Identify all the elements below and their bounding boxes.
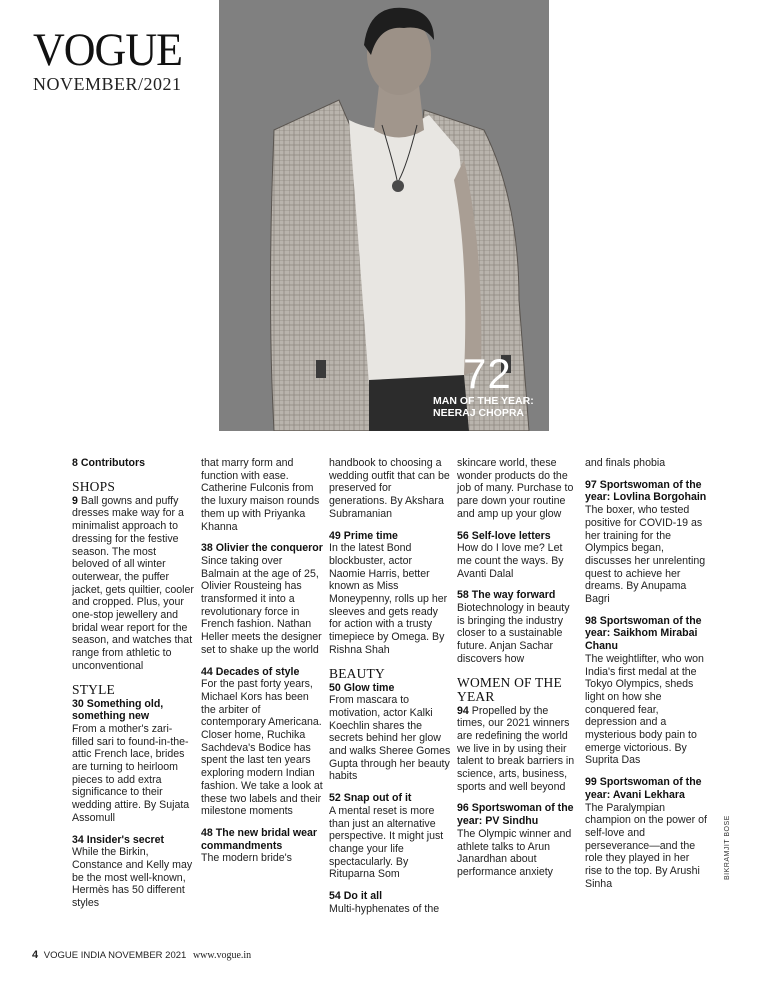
publication-line: VOGUE INDIA NOVEMBER 2021 (43, 950, 187, 961)
contents-entry (457, 530, 579, 581)
section-heading: BEAUTY (329, 665, 385, 681)
contents-entry (585, 776, 707, 890)
entry-page-number: 94 (457, 704, 469, 717)
entry-title: Self-love letters (471, 529, 551, 542)
entry-page-number: 97 (585, 478, 597, 491)
contents-entry (201, 457, 323, 533)
entry-description: From a mother's zari-filled sari to found-in-the-attic French lace, brides are turning to heirloom pieces to add extra significance to their wedding attire. By Sujata Assomull (72, 722, 190, 824)
entry-page-number: 48 (201, 826, 213, 839)
contents-entry (585, 615, 707, 767)
entry-title: The way forward (471, 589, 556, 602)
website-url: www.vogue.in (192, 950, 252, 961)
cover-photo (219, 0, 549, 431)
entry-title: Decades of style (215, 665, 300, 678)
contents-entry (201, 666, 323, 818)
contents-entry (457, 705, 579, 794)
contents-column-2 (201, 457, 323, 874)
entry-page-number: 54 (329, 890, 341, 903)
contents-entry (72, 495, 194, 673)
feature-caption: MAN OF THE YEAR: NEERAJ CHOPRA (433, 395, 534, 419)
entry-title: Contributors (80, 457, 146, 469)
entry-description: The weightlifter, who won India's first medal at the Tokyo Olympics, sheds light on how she conquered fear, depression and a mysterious body pain to emerge victorious. By Suprita Das (585, 652, 704, 767)
contents-entry (457, 457, 579, 521)
contents-entry (201, 827, 323, 865)
page-number: 4 (32, 949, 39, 961)
entry-page-number: 34 (72, 833, 84, 846)
masthead (33, 23, 193, 95)
vogue-logo: VOGUE (33, 23, 182, 76)
issue-date: NOVEMBER/2021 (33, 74, 182, 94)
entry-description: Multi-hyphenates of the (329, 902, 440, 915)
contents-entry (72, 834, 194, 910)
entry-title: Glow time (343, 681, 395, 694)
entry-description: skincare world, these wonder products do the job of many. Purchase to pare down your routine and amp up your glow (457, 457, 574, 520)
contents-entry (329, 457, 451, 521)
photo-credit: BIKRAMJIT BOSE (724, 815, 731, 880)
entry-title: The new bridal wear commandments (201, 826, 318, 852)
entry-description: A mental reset is more than just an alternative perspective. It might just change your life spectacularly. By Rituparna Som (329, 804, 444, 881)
contents-entry (329, 890, 451, 915)
contents-column-5 (585, 457, 707, 900)
entry-description: While the Birkin, Constance and Kelly may be the most well-known, Hermès has 50 different styles (72, 846, 193, 910)
entry-page-number: 9 (72, 494, 78, 507)
contents-columns (72, 457, 707, 932)
contents-column-3 (329, 457, 451, 925)
section-heading: STYLE (72, 681, 115, 697)
entry-page-number: 58 (457, 589, 469, 602)
entry-title: Sportswoman of the year: PV Sindhu (457, 802, 574, 828)
section-heading: SHOPS (72, 478, 116, 494)
entry-title: Insider's secret (86, 833, 165, 846)
entry-description: The Paralympian champion on the power of self-love and perseverance—and the role they played in her rise to the top. By Arushi Sinha (585, 801, 707, 890)
entry-page-number: 8 (72, 457, 78, 469)
entry-page-number: 56 (457, 529, 469, 542)
contents-entry (585, 457, 707, 470)
entry-description: The modern bride's (201, 852, 292, 865)
entry-title: Sportswoman of the year: Avani Lekhara (585, 776, 702, 801)
contents-entry (329, 530, 451, 657)
entry-page-number: 96 (457, 802, 469, 815)
contents-entry (329, 682, 451, 784)
entry-description: and finals phobia (585, 457, 666, 469)
entry-page-number: 44 (201, 665, 213, 678)
entry-page-number: 98 (585, 614, 597, 627)
entry-page-number: 52 (329, 792, 341, 805)
section-heading: WOMEN OF THE YEAR (457, 674, 562, 704)
entry-description: The Olympic winner and athlete talks to Arun Janardhan about performance anxiety (457, 827, 572, 878)
entry-description: The boxer, who tested positive for COVID-19 as her training for the Olympics began, discusses her unrelenting quest to achieve her dreams. By Anupama Bagri (585, 504, 706, 606)
contents-entry (457, 589, 579, 665)
entry-description: In the latest Bond blockbuster, actor Naomie Harris, better known as Miss Moneypenny, rolls up her sleeves and gets ready for action with a trusty timepiece by Omega. By Rishna Shah (329, 542, 448, 656)
entry-title: Do it all (343, 890, 383, 903)
entry-description: From mascara to motivation, actor Kalki Koechlin shares the secrets behind her glow and walks Sheree Gomes Gupta through her beauty habits (329, 694, 451, 783)
entry-title: Olivier the conqueror (215, 542, 323, 555)
contents-entry (72, 698, 194, 825)
entry-page-number: 50 (329, 681, 341, 694)
entry-description: Propelled by the times, our 2021 winners are redefining the world we live in by using their talent to break barriers in science, arts, business, sports and well beyond (457, 704, 575, 793)
entry-description: How do I love me? Let me count the ways. By Avanti Dalal (457, 542, 564, 580)
feature-page-number: 72 (463, 350, 512, 397)
entry-description: that marry form and function with ease. Catherine Fulconis from the luxury maison rounds them up with Priyanka Khanna (201, 457, 320, 533)
entry-description: Ball gowns and puffy dresses make way for a minimalist approach to dressing for the festive season. The most beloved of all winter outerwear, the puffer jacket, gets quiltier, cooler and cropped. Plus, your one-stop jewellery and bridal wear report for the season, and watches that range from athletic to unconventional (72, 494, 194, 672)
entry-page-number: 99 (585, 776, 597, 789)
entry-description: Since taking over Balmain at the age of 25, Olivier Rousteing has transformed it into a revolutionary force in French fashion. Nathan Heller meets the designer set to shake up the world (201, 554, 322, 656)
entry-title: Snap out of it (343, 792, 412, 805)
entry-title: Sportswoman of the year: Saikhom Mirabai Chanu (585, 614, 702, 653)
entry-title: Something old, something new (72, 697, 164, 723)
entry-page-number: 49 (329, 529, 341, 542)
contents-column-1 (72, 457, 194, 919)
contents-entry (201, 542, 323, 656)
page-footer (32, 949, 251, 961)
entry-page-number: 30 (72, 697, 84, 710)
contents-entry (72, 457, 194, 470)
entry-description: For the past forty years, Michael Kors has been the arbiter of contemporary Americana. Closer home, Ruchika Sachdeva's Bodice has spent the last ten years exploring modern Indian fashion. We take a look at these two labels and their milestone moments (201, 678, 323, 818)
entry-description: handbook to choosing a wedding outfit that can be preserved for generations. By Akshara Subramanian (329, 457, 450, 520)
entry-page-number: 38 (201, 542, 213, 555)
contents-entry (329, 792, 451, 881)
entry-title: Sportswoman of the year: Lovlina Borgohain (585, 478, 707, 504)
contents-entry (457, 802, 579, 878)
contents-entry (585, 479, 707, 606)
entry-title: Prime time (343, 529, 398, 542)
contents-column-4 (457, 457, 579, 888)
entry-description: Biotechnology in beauty is bringing the industry closer to a sustainable future. Anjan Sachar discovers how (457, 602, 570, 665)
